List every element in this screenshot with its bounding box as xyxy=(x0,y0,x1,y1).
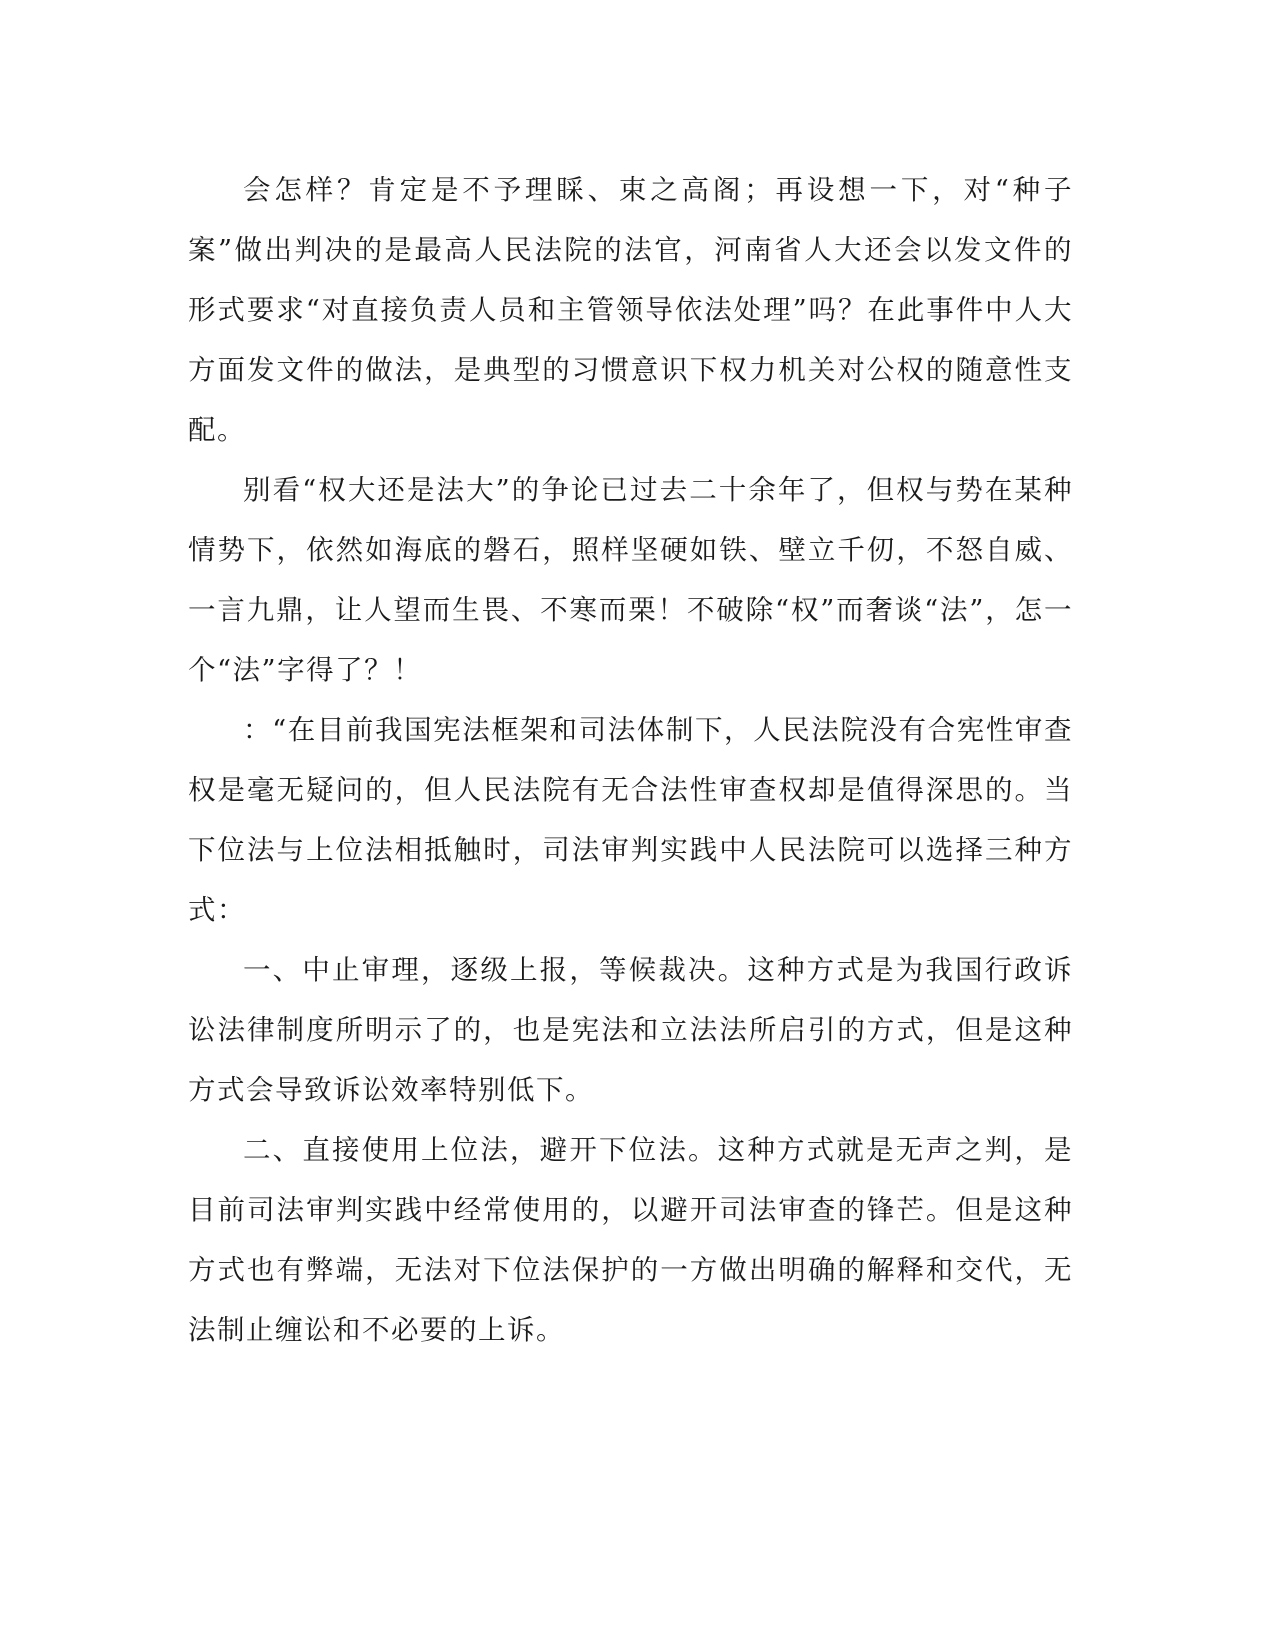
paragraph-4: 一、中止审理，逐级上报，等候裁决。这种方式是为我国行政诉讼法律制度所明示了的，也是宪法和立法法所启引的方式，但是这种方式会导致诉讼效率特别低下。 xyxy=(188,954,1073,1106)
paragraph-2: 别看“权大还是法大”的争论已过去二十余年了，但权与势在某种情势下，依然如海底的磐石，照样坚硬如铁、壁立千仞，不怒自威、一言九鼎，让人望而生畏、不寒而栗！不破除“权”而奢谈“法”，怎一个“法”字得了？！ xyxy=(188,474,1073,686)
document-body xyxy=(188,160,1073,1360)
paragraph-1: 会怎样？肯定是不予理睬、束之高阁；再设想一下，对“种子案”做出判决的是最高人民法院的法官，河南省人大还会以发文件的形式要求“对直接负责人员和主管领导依法处理”吗？在此事件中人大方面发文件的做法，是典型的习惯意识下权力机关对公权的随意性支配。 xyxy=(188,174,1073,446)
paragraph-3: ：“在目前我国宪法框架和司法体制下，人民法院没有合宪性审查权是毫无疑问的，但人民法院有无合法性审查权却是值得深思的。当下位法与上位法相抵触时，司法审判实践中人民法院可以选择三种方式： xyxy=(188,714,1073,926)
paragraph-5: 二、直接使用上位法，避开下位法。这种方式就是无声之判，是目前司法审判实践中经常使用的，以避开司法审查的锋芒。但是这种方式也有弊端，无法对下位法保护的一方做出明确的解释和交代，无法制止缠讼和不必要的上诉。 xyxy=(188,1134,1073,1346)
